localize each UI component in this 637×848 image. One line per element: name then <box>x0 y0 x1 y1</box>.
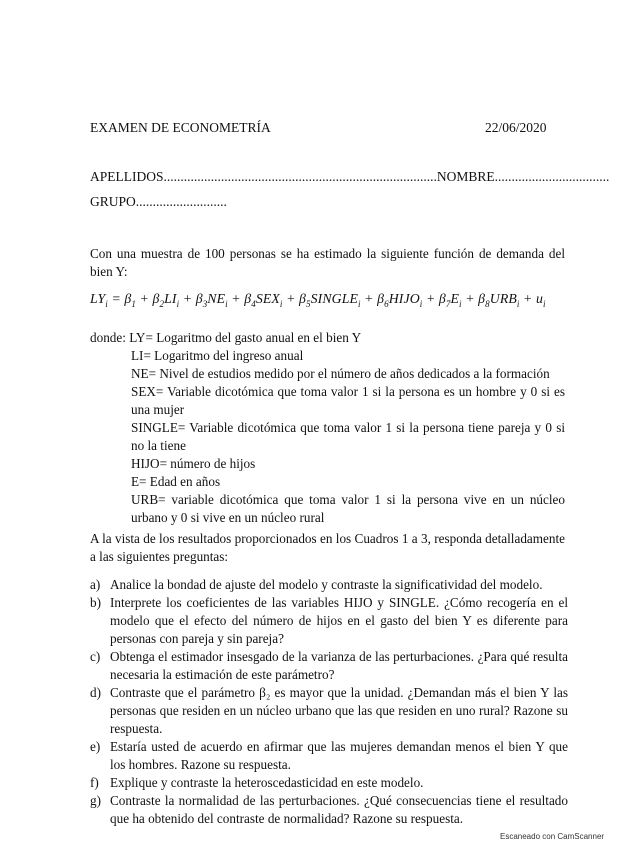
question-e <box>90 738 568 774</box>
definition-sex: SEX= Variable dicotómica que toma valor 1 si la persona es un hombre y 0 si es una mujer <box>131 384 565 417</box>
equation-term: $\beta_8URB_i$ <box>478 291 520 309</box>
question-label: c) <box>90 649 101 664</box>
question-text: Explique y contraste la heteroscedasticidad en este modelo. <box>110 775 424 790</box>
equation-term: $\beta_2LI_i$ <box>152 291 180 309</box>
apellidos-nombre-field: APELLIDOS.................................................................................NOMBRE.................................. <box>90 169 610 184</box>
question-text: Contraste la normalidad de las perturbaciones. ¿Qué consecuencias tiene el resultado que ha obtenido del contraste de normalidad? Razone su respuesta. <box>110 793 568 826</box>
equation-term: $\beta_7E_i$ <box>438 291 462 309</box>
question-f <box>90 774 568 792</box>
demand-equation: $LY_i = \beta_1 + \beta_2LI_i + \beta_3NE_i + \beta_4SEX_i$ + $\beta_5SINGLE_i$ + $\beta_6HIJO_i + \beta_7E_i + \beta_8URB_i + u_i$ <box>90 291 546 309</box>
question-label: b) <box>90 595 101 610</box>
question-c <box>90 648 568 684</box>
question-text: Estaría usted de acuerdo en afirmar que las mujeres demandan menos el bien Y que los hombres. Razone su respuesta. <box>110 739 568 772</box>
definitions-lead-line <box>90 329 361 347</box>
intro-paragraph: Con una muestra de 100 personas se ha estimado la siguiente función de demanda del bien Y: <box>90 246 565 279</box>
exam-title: EXAMEN DE ECONOMETRÍA <box>90 120 271 135</box>
question-label: d) <box>90 685 101 700</box>
exam-date: 22/06/2020 <box>485 120 547 135</box>
definition-hijo: HIJO= número de hijos <box>131 456 256 471</box>
question-b <box>90 594 568 648</box>
equation-term: $\beta_6HIJO_i$ <box>377 291 423 309</box>
question-text: Interprete los coeficientes de las variables HIJO y SINGLE. ¿Cómo recogería en el modelo que el efecto del número de hijos en el gasto del bien Y es diferente para personas con pareja y sin pareja? <box>110 595 568 646</box>
question-text: Obtenga el estimador insesgado de la varianza de las perturbaciones. ¿Para qué resulta necesaria la estimación de este parámetro? <box>110 649 568 682</box>
instructions-paragraph: A la vista de los resultados proporcionados en los Cuadros 1 a 3, responda detalladamente a las siguientes preguntas: <box>90 531 565 564</box>
question-a <box>90 576 568 594</box>
question-label: e) <box>90 739 101 754</box>
scanner-watermark: Escaneado con CamScanner <box>500 832 605 841</box>
definition-urb: URB= variable dicotómica que toma valor 1 si la persona vive en un núcleo urbano y 0 si vive en un núcleo rural <box>131 492 565 525</box>
equation-term: $\beta_5SINGLE_i$ <box>299 291 361 309</box>
equation-lhs: $LY_i$ <box>90 291 108 309</box>
question-label: a) <box>90 577 101 592</box>
question-text: Analice la bondad de ajuste del modelo y contraste la significatividad del modelo. <box>110 577 543 592</box>
question-d <box>90 684 568 738</box>
definition-li: LI= Logaritmo del ingreso anual <box>131 348 304 363</box>
question-label: f) <box>90 775 99 790</box>
definition-ne: NE= Nivel de estudios medido por el número de años dedicados a la formación <box>131 366 550 381</box>
equation-term: $\beta_1$ <box>124 291 136 309</box>
question-label: g) <box>90 793 101 808</box>
question-text: Contraste que el parámetro β₂ es mayor que la unidad. ¿Demandan más el bien Y las personas que residen en un núcleo urbano que las que residen en uno rural? Razone su respuesta. <box>110 685 568 736</box>
definition-single: SINGLE= Variable dicotómica que toma valor 1 si la persona tiene pareja y 0 si no la tiene <box>131 420 565 453</box>
equation-term: $\beta_3NE_i$ <box>195 291 228 309</box>
definition-e: E= Edad en años <box>131 474 221 489</box>
equation-error: $u_i$ <box>536 291 546 309</box>
definition-ly: LY= Logaritmo del gasto anual en el bien Y <box>129 330 362 345</box>
question-g <box>90 792 568 828</box>
definitions-lead: donde: <box>90 330 130 345</box>
grupo-field: GRUPO........................... <box>90 194 227 209</box>
equation-term: $\beta_4SEX_i$ <box>244 291 283 309</box>
